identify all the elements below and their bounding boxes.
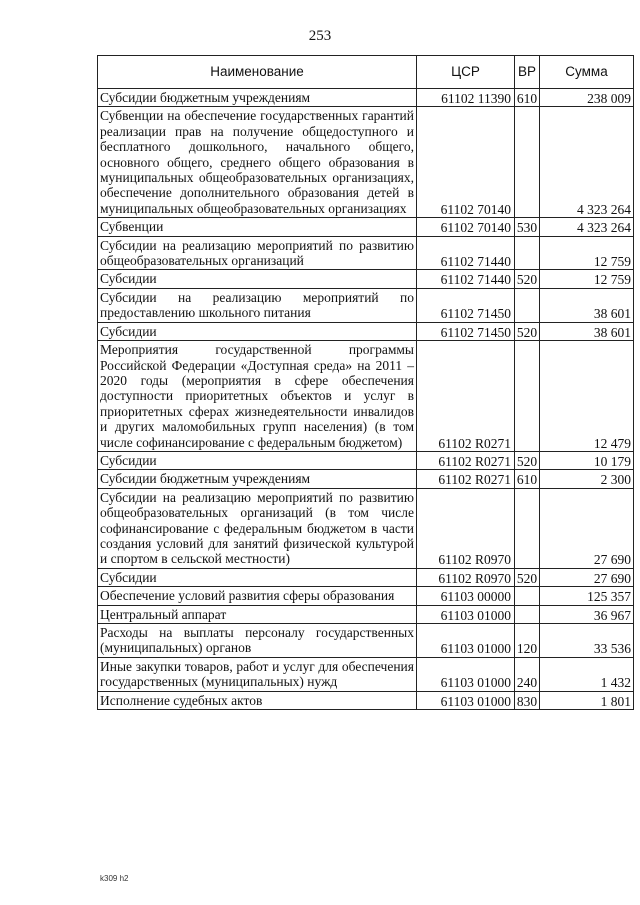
row-vr: 520	[515, 270, 540, 288]
row-vr: 830	[515, 691, 540, 709]
row-vr	[515, 587, 540, 605]
row-csr: 61103 01000	[417, 624, 515, 658]
row-name: Центральный аппарат	[98, 605, 417, 623]
header-vr: ВР	[515, 56, 540, 89]
row-csr: 61102 70140	[417, 107, 515, 218]
budget-table	[97, 55, 634, 710]
table-row	[98, 587, 634, 605]
table-row	[98, 568, 634, 586]
table-header-row	[98, 56, 634, 89]
row-vr: 530	[515, 218, 540, 236]
row-csr: 61102 R0271	[417, 451, 515, 469]
row-sum: 238 009	[540, 89, 634, 107]
row-vr	[515, 341, 540, 452]
table-row	[98, 691, 634, 709]
row-vr	[515, 288, 540, 322]
row-csr: 61102 R0970	[417, 488, 515, 568]
row-sum: 4 323 264	[540, 218, 634, 236]
row-csr: 61102 71450	[417, 288, 515, 322]
row-sum: 12 479	[540, 341, 634, 452]
row-name: Субвенции на обеспечение государственных гарантий реализации прав на получение общедоступного и бесплатного дошкольного, начального общего, основного общего, среднего общего образования в муниципальных общеобразовательных организациях, обеспечение дополнительного образования детей в муниципальных общеобразовательных организациях	[98, 107, 417, 218]
row-sum: 1 432	[540, 657, 634, 691]
row-sum: 12 759	[540, 236, 634, 270]
row-name: Исполнение судебных актов	[98, 691, 417, 709]
row-csr: 61102 R0271	[417, 470, 515, 488]
row-csr: 61102 70140	[417, 218, 515, 236]
row-csr: 61102 R0970	[417, 568, 515, 586]
row-sum: 10 179	[540, 451, 634, 469]
row-name: Субвенции	[98, 218, 417, 236]
row-vr: 520	[515, 451, 540, 469]
table-row	[98, 236, 634, 270]
row-sum: 27 690	[540, 488, 634, 568]
row-vr: 120	[515, 624, 540, 658]
row-csr: 61102 R0271	[417, 341, 515, 452]
row-name: Субсидии на реализацию мероприятий по развитию общеобразовательных организаций (в том числе софинансирование с федеральным бюджетом в части создания условий для занятий физической культурой и спортом в сельской местности)	[98, 488, 417, 568]
footer-code: k309 h2	[100, 874, 129, 883]
row-name: Субсидии на реализацию мероприятий по предоставлению школьного питания	[98, 288, 417, 322]
row-csr: 61103 00000	[417, 587, 515, 605]
row-csr: 61102 71440	[417, 270, 515, 288]
header-csr: ЦСР	[417, 56, 515, 89]
row-sum: 2 300	[540, 470, 634, 488]
row-csr: 61102 71440	[417, 236, 515, 270]
row-name: Субсидии	[98, 322, 417, 340]
row-vr	[515, 605, 540, 623]
row-vr	[515, 488, 540, 568]
row-sum: 4 323 264	[540, 107, 634, 218]
table-row	[98, 605, 634, 623]
header-name: Наименование	[98, 56, 417, 89]
row-vr: 610	[515, 89, 540, 107]
row-sum: 125 357	[540, 587, 634, 605]
table-row	[98, 470, 634, 488]
row-sum: 38 601	[540, 322, 634, 340]
row-vr: 610	[515, 470, 540, 488]
row-name: Субсидии бюджетным учреждениям	[98, 89, 417, 107]
row-csr: 61103 01000	[417, 657, 515, 691]
row-sum: 38 601	[540, 288, 634, 322]
table-row	[98, 288, 634, 322]
row-name: Субсидии	[98, 451, 417, 469]
row-name: Субсидии	[98, 270, 417, 288]
row-csr: 61102 71450	[417, 322, 515, 340]
row-sum: 27 690	[540, 568, 634, 586]
table-row	[98, 270, 634, 288]
row-name: Субсидии на реализацию мероприятий по развитию общеобразовательных организаций	[98, 236, 417, 270]
table-row	[98, 624, 634, 658]
table-row	[98, 657, 634, 691]
row-sum: 1 801	[540, 691, 634, 709]
row-name: Расходы на выплаты персоналу государственных (муниципальных) органов	[98, 624, 417, 658]
row-csr: 61102 11390	[417, 89, 515, 107]
table-row	[98, 89, 634, 107]
row-name: Мероприятия государственной программы Российской Федерации «Доступная среда» на 2011 – 2020 годы (мероприятия в сфере обеспечения доступности приоритетных объектов и услуг в приоритетных сферах жизнедеятельности инвалидов и других маломобильных групп населения) (в том числе софинансирование с федеральным бюджетом)	[98, 341, 417, 452]
row-vr: 240	[515, 657, 540, 691]
row-vr	[515, 236, 540, 270]
page-number: 253	[308, 28, 332, 44]
table-row	[98, 107, 634, 218]
table-row	[98, 322, 634, 340]
row-name: Иные закупки товаров, работ и услуг для обеспечения государственных (муниципальных) нужд	[98, 657, 417, 691]
row-sum: 12 759	[540, 270, 634, 288]
row-vr	[515, 107, 540, 218]
header-sum: Сумма	[540, 56, 634, 89]
table-row	[98, 488, 634, 568]
row-csr: 61103 01000	[417, 691, 515, 709]
row-name: Субсидии бюджетным учреждениям	[98, 470, 417, 488]
row-vr: 520	[515, 568, 540, 586]
row-csr: 61103 01000	[417, 605, 515, 623]
table-row	[98, 451, 634, 469]
row-name: Субсидии	[98, 568, 417, 586]
row-sum: 36 967	[540, 605, 634, 623]
row-name: Обеспечение условий развития сферы образования	[98, 587, 417, 605]
row-sum: 33 536	[540, 624, 634, 658]
row-vr: 520	[515, 322, 540, 340]
table-row	[98, 341, 634, 452]
table-row	[98, 218, 634, 236]
